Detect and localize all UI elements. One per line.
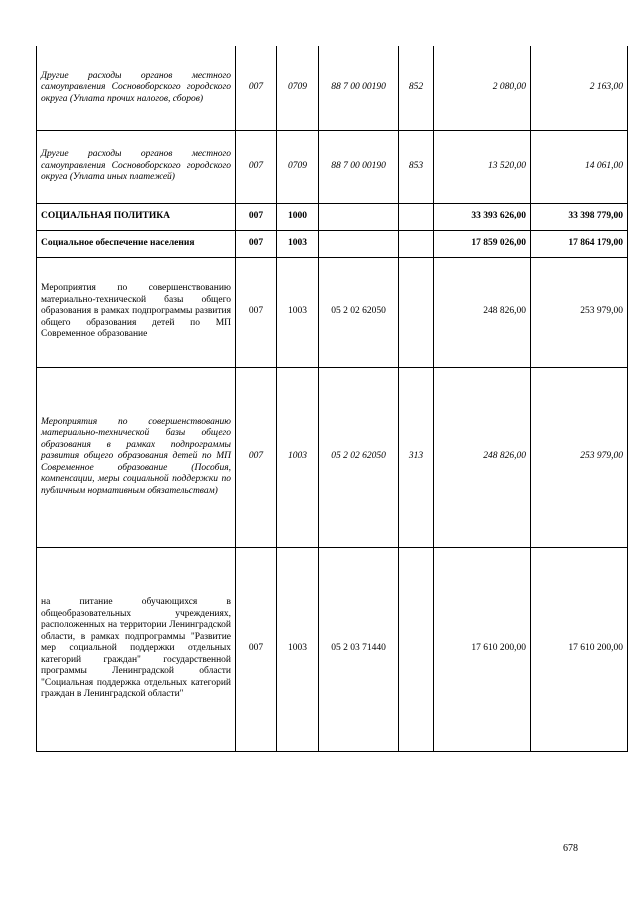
target-code: 05 2 02 62050 [319, 257, 399, 367]
amount-year-1: 17 859 026,00 [434, 230, 531, 257]
expense-type-code [399, 230, 434, 257]
amount-year-2: 253 979,00 [531, 367, 628, 547]
table-row [37, 367, 628, 547]
target-code: 05 2 03 71440 [319, 547, 399, 751]
expense-type-code: 853 [399, 130, 434, 203]
table-row [37, 203, 628, 230]
amount-year-1: 248 826,00 [434, 367, 531, 547]
ved-code: 007 [236, 46, 277, 130]
amount-year-2: 17 864 179,00 [531, 230, 628, 257]
table-row [37, 257, 628, 367]
target-code: 88 7 00 00190 [319, 46, 399, 130]
row-description: Другие расходы органов местного самоуправления Сосновоборского городского округа (Уплата иных платежей) [37, 130, 236, 203]
table-row [37, 130, 628, 203]
amount-year-2: 14 061,00 [531, 130, 628, 203]
amount-year-1: 13 520,00 [434, 130, 531, 203]
ved-code: 007 [236, 230, 277, 257]
row-description: Мероприятия по совершенствованию материально-технической базы общего образования в рамках подпрограммы развития общего образования детей по МП Современное образование [37, 257, 236, 367]
amount-year-1: 248 826,00 [434, 257, 531, 367]
section-code: 1003 [277, 547, 319, 751]
row-description: Другие расходы органов местного самоуправления Сосновоборского городского округа (Уплата прочих налогов, сборов) [37, 46, 236, 130]
table-row [37, 46, 628, 130]
amount-year-2: 253 979,00 [531, 257, 628, 367]
expense-type-code: 852 [399, 46, 434, 130]
table-row [37, 230, 628, 257]
amount-year-1: 33 393 626,00 [434, 203, 531, 230]
expense-type-code: 313 [399, 367, 434, 547]
amount-year-2: 17 610 200,00 [531, 547, 628, 751]
row-description: Социальное обеспечение населения [37, 230, 236, 257]
expense-type-code [399, 257, 434, 367]
ved-code: 007 [236, 257, 277, 367]
target-code: 88 7 00 00190 [319, 130, 399, 203]
amount-year-1: 2 080,00 [434, 46, 531, 130]
ved-code: 007 [236, 203, 277, 230]
row-description: Мероприятия по совершенствованию материально-технической базы общего образования в рамках подпрограммы развития общего образования детей по МП Современное образование (Пособия, компенсации, меры социальной поддержки по публичным нормативным обязательствам) [37, 367, 236, 547]
amount-year-2: 33 398 779,00 [531, 203, 628, 230]
amount-year-2: 2 163,00 [531, 46, 628, 130]
expense-type-code [399, 547, 434, 751]
section-code: 1003 [277, 257, 319, 367]
row-description: СОЦИАЛЬНАЯ ПОЛИТИКА [37, 203, 236, 230]
page-number: 678 [563, 843, 578, 854]
row-description: на питание обучающихся в общеобразовательных учреждениях, расположенных на территории Ленинградской области, в рамках подпрограммы "Развитие мер социальной поддержки отдельных категорий граждан" государственной программы Ленинградской области "Социальная поддержка отдельных категорий граждан в Ленинградской области" [37, 547, 236, 751]
table-row [37, 547, 628, 751]
section-code: 1000 [277, 203, 319, 230]
target-code [319, 230, 399, 257]
budget-table [36, 46, 628, 752]
ved-code: 007 [236, 130, 277, 203]
expense-type-code [399, 203, 434, 230]
ved-code: 007 [236, 547, 277, 751]
section-code: 0709 [277, 130, 319, 203]
section-code: 1003 [277, 367, 319, 547]
target-code [319, 203, 399, 230]
target-code: 05 2 02 62050 [319, 367, 399, 547]
ved-code: 007 [236, 367, 277, 547]
section-code: 1003 [277, 230, 319, 257]
section-code: 0709 [277, 46, 319, 130]
amount-year-1: 17 610 200,00 [434, 547, 531, 751]
